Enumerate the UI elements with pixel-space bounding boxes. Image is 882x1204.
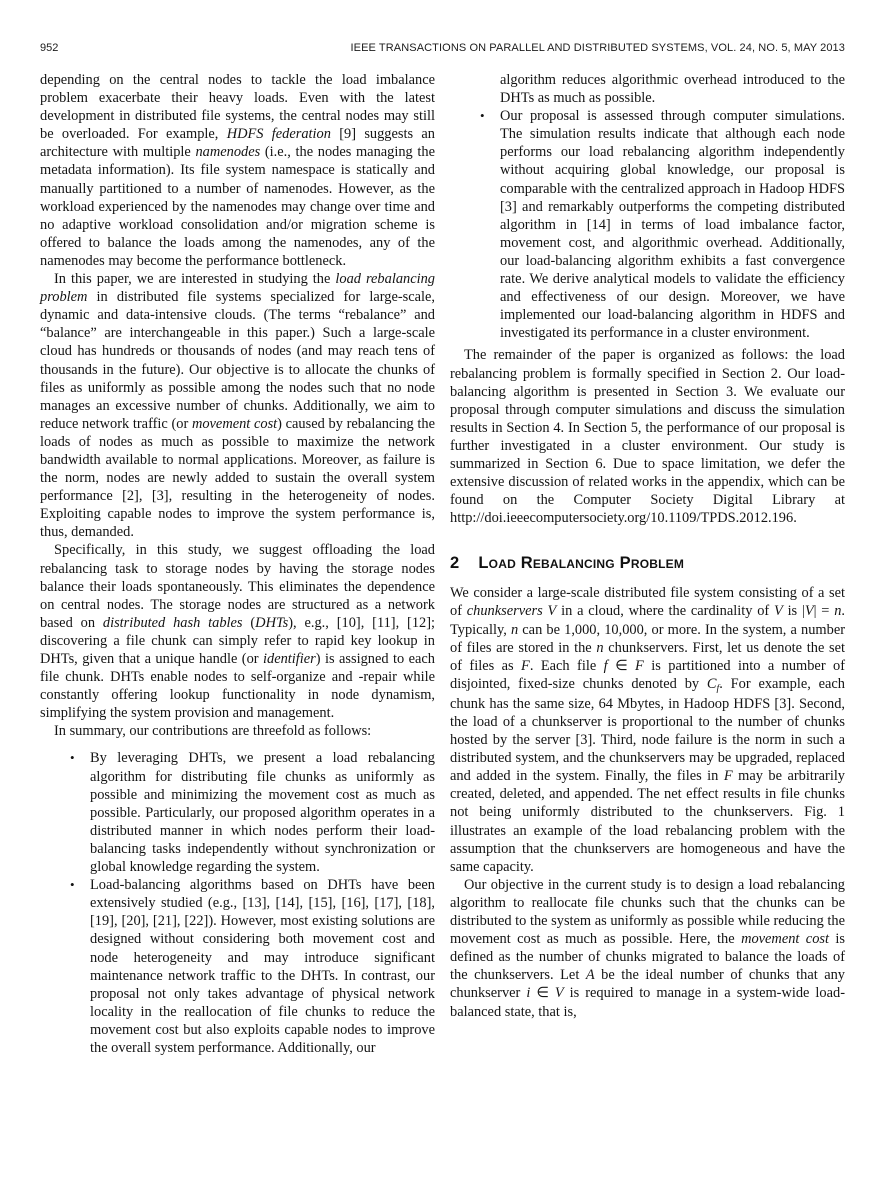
section-title: Load Rebalancing Problem [478, 554, 685, 573]
bullet-text: algorithm reduces algorithmic overhead introduced to the DHTs as much as possible. [500, 72, 845, 107]
paragraph: The remainder of the paper is organized as follows: the load rebalancing problem is formally specified in Section 2. Our load-balancing algorithm is presented in Section 3. We evaluate our proposal through computer simulations and discuss the simulation results in Section 4. In Section 5, the performance of our proposal is further investigated in a cluster environment. Our study is summarized in Section 6. Due to space limitation, we defer the extensive discussion of related works in the appendix, which can be found on the Computer Society Digital Library at http://doi.ieeecomputersociety.org/10.1109/TPDS.2012.196. [450, 347, 845, 527]
paragraph: depending on the central nodes to tackle the load imbalance problem exacerbate their heavy loads. Even with the latest development in distributed file systems, the central nodes may still be overloaded. For example, HDFS federation [9] suggests an architecture with multiple namenodes (i.e., the nodes managing the metadata information). Its file system namespace is statically and manually partitioned to a number of namenodes. However, as the workload experienced by the namenodes may change over time and no adaptive workload consolidation and/or migration scheme is offered to balance the loads among the namenodes, any of the namenodes may become the performance bottleneck. [40, 72, 435, 269]
running-head [40, 42, 845, 54]
bullet-text: By leveraging DHTs, we present a load rebalancing algorithm for distributing file chunks as uniformly as possible and minimizing the movement cost as much as possible. Particularly, our proposed algorithm operates in a distributed manner in which nodes perform their load-balancing tasks independently without synchronization or global knowledge regarding the system. [90, 750, 435, 876]
paragraph: We consider a large-scale distributed file system consisting of a set of chunkservers V in a cloud, where the cardinality of V is |V| = n. Typically, n can be 1,000, 10,000, or more. In the system, a number of files are stored in the n chunkservers. First, let us denote the set of files as F. Each file f ∈ F is partitioned into a number of disjointed, fixed-size chunks denoted by $C_f$. For example, each chunk has the same size, 64 Mbytes, in Hadoop HDFS [3]. Second, the load of a chunkserver is proportional to the number of chunks hosted by the server [3]. Third, node failure is the norm in such a distributed system, and the chunkservers may be upgraded, replaced and added in the system. Finally, the files in F may be arbitrarily created, deleted, and appended. The net effect results in file chunks not being uniformly distributed to the chunkservers. Fig. 1 illustrates an example of the load rebalancing problem with the assumption that the chunkservers are homogeneous and have the same capacity. [450, 585, 846, 875]
right-column [450, 71, 845, 1057]
bullet-item [40, 749, 435, 876]
bullet-text: Our proposal is assessed through computer simulations. The simulation results indicate that although each node performs our load rebalancing algorithm independently without acquiring global knowledge, our proposal is comparable with the centralized approach in Hadoop HDFS [3] and remarkably outperforms the competing distributed algorithm in [14] in terms of load imbalance factor, movement cost, and algorithmic overhead. Additionally, our load-balancing algorithm exhibits a fast convergence rate. We derive analytical models to validate the efficiency and effectiveness of our design. Moreover, we have implemented our load-balancing algorithm in HDFS and investigated its performance in a cluster environment. [500, 108, 845, 342]
paragraph: In summary, our contributions are threefold as follows: [54, 723, 372, 740]
section-number: 2 [450, 554, 460, 573]
bullet-list [450, 71, 845, 342]
bullet-item-continuation [450, 71, 845, 107]
left-column [40, 71, 435, 1057]
bullet-text: Load-balancing algorithms based on DHTs have been extensively studied (e.g., [13], [14], [15], [16], [17], [18], [19], [20], [21], [22]). However, most existing solutions are designed without considering both movement cost and node heterogeneity and may introduce significant maintenance network traffic to the DHTs. In contrast, our proposal not only takes advantage of physical network locality in the reallocation of file chunks to reduce the movement cost but also exploits capable nodes to improve the overall system performance. Additionally, our [90, 877, 435, 1056]
page-number: 952 [40, 42, 59, 54]
bullet-icon: • [480, 108, 485, 124]
paragraph: In this paper, we are interested in studying the load rebalancing problem in distributed file systems specialized for large-scale, dynamic and data-intensive clouds. (The terms “rebalance” and “balance” are interchangeable in this paper.) Such a large-scale cloud has hundreds or thousands of nodes (and may reach tens of thousands in the future). Our objective is to allocate the chunks of files as uniformly as possible among the nodes such that no node manages an excessive number of chunks. Additionally, we aim to reduce network traffic (or movement cost) caused by rebalancing the loads of nodes as much as possible to maximize the network bandwidth available to normal applications. Moreover, as failure is the norm, nodes are newly added to sustain the overall system performance [2], [3], resulting in the heterogeneity of nodes. Exploiting capable nodes to improve the system performance is, thus, demanded. [40, 271, 435, 541]
bullet-item [450, 107, 845, 342]
two-column-body [40, 71, 845, 1057]
section-heading [450, 554, 845, 573]
paragraph: Our objective in the current study is to design a load rebalancing algorithm to reallocate file chunks such that the chunks can be distributed to the system as uniformly as possible while reducing the movement cost as much as possible. Here, the movement cost is defined as the number of chunks migrated to balance the loads of the chunkservers. Let A be the ideal number of chunks that any chunkserver i ∈ V is required to manage in a system-wide load-balanced state, that is, [450, 876, 846, 1020]
bullet-list [40, 749, 435, 1057]
bullet-icon: • [70, 750, 75, 766]
paragraph: Specifically, in this study, we suggest offloading the load rebalancing task to storage nodes by having the storage nodes balance their loads spontaneously. This eliminates the dependence on central nodes. The storage nodes are structured as a network based on distributed hash tables (DHTs), e.g., [10], [11], [12]; discovering a file chunk can simply refer to rapid key lookup in DHTs, given that a unique handle (or identifier) is assigned to each file chunk. DHTs enable nodes to self-organize and -repair while constantly offering lookup functionality in node dynamism, simplifying the system provision and management. [40, 542, 436, 722]
bullet-item [40, 876, 435, 1057]
bullet-icon: • [70, 877, 75, 893]
journal-title: IEEE TRANSACTIONS ON PARALLEL AND DISTRIBUTED SYSTEMS, VOL. 24, NO. 5, MAY 2013 [350, 42, 845, 54]
